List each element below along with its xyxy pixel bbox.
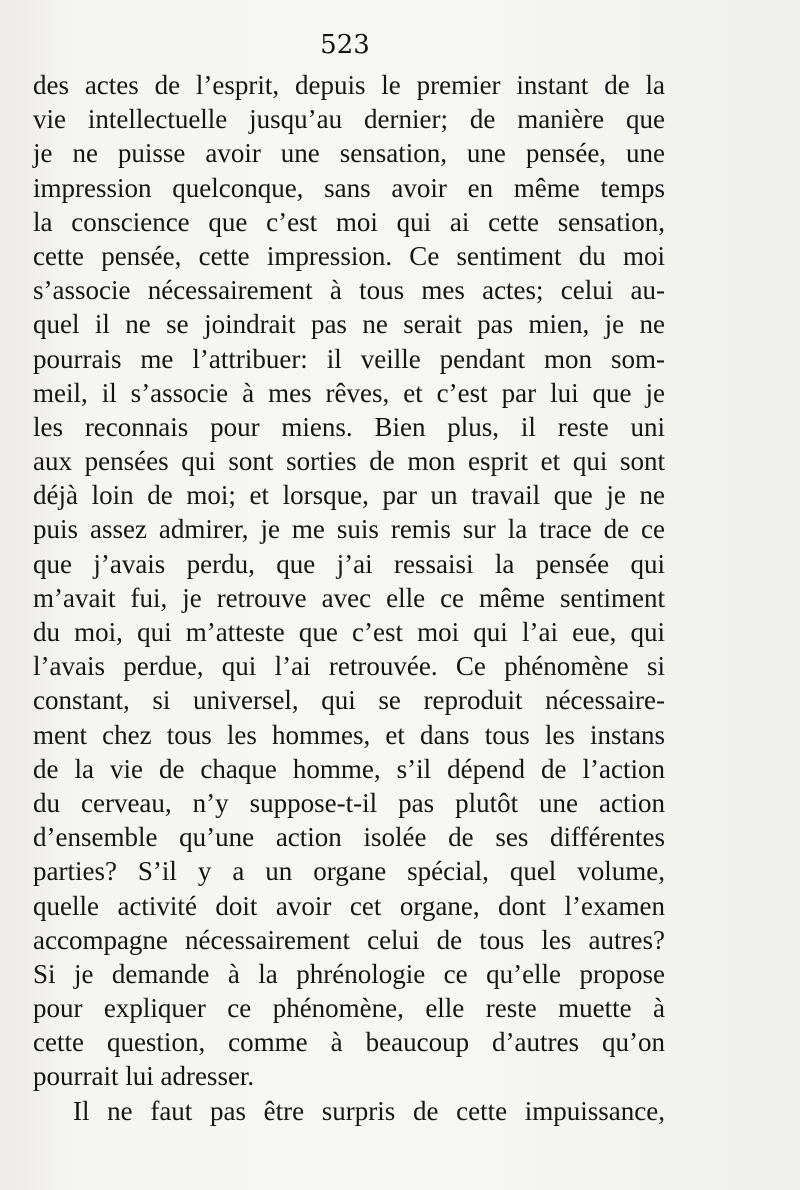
text-line: déjà loin de moi; et lorsque, par un travail que je ne bbox=[33, 480, 665, 511]
text-line: du cerveau, n’y suppose-t-il pas plutôt une action bbox=[33, 787, 665, 818]
text-line: l’avais perdue, qui l’ai retrouvée. Ce phénomène si bbox=[33, 651, 665, 682]
text-line: pourrait lui adresser. bbox=[33, 1061, 255, 1092]
text-line: pourrais me l’attribuer: il veille pendant mon som- bbox=[33, 343, 665, 374]
text-line: des actes de l’esprit, depuis le premier instant de la bbox=[33, 70, 665, 100]
paragraph-start-line: Il ne faut pas être surpris de cette impuissance, bbox=[73, 1095, 665, 1126]
text-line: meil, il s’associe à mes rêves, et c’est par lui que je bbox=[33, 377, 665, 408]
text-line: quel il ne se joindrait pas ne serait pas mien, je ne bbox=[33, 309, 665, 340]
text-line: aux pensées qui sont sorties de mon esprit et qui sont bbox=[33, 446, 665, 477]
text-line: accompagne nécessairement celui de tous les autres? bbox=[33, 924, 665, 955]
text-line: vie intellectuelle jusqu’au dernier; de manière que bbox=[33, 104, 665, 135]
text-line: Si je demande à la phrénologie ce qu’elle propose bbox=[33, 958, 665, 989]
text-line: impression quelconque, sans avoir en même temps bbox=[33, 172, 665, 203]
text-line: m’avait fui, je retrouve avec elle ce même sentiment bbox=[33, 582, 665, 613]
text-line: s’associe nécessairement à tous mes actes; celui au- bbox=[33, 275, 665, 306]
text-line: du moi, qui m’atteste que c’est moi qui l’ai eue, qui bbox=[33, 617, 665, 647]
text-line: pour expliquer ce phénomène, elle reste muette à bbox=[33, 993, 665, 1024]
text-line: d’ensemble qu’une action isolée de ses différentes bbox=[33, 822, 665, 853]
text-line: parties? S’il y a un organe spécial, quel volume, bbox=[33, 856, 665, 887]
page-number: 523 bbox=[320, 30, 370, 60]
text-line: quelle activité doit avoir cet organe, dont l’examen bbox=[33, 890, 665, 921]
page-body-text bbox=[33, 68, 665, 1128]
text-line: cette question, comme à beaucoup d’autres qu’on bbox=[33, 1027, 665, 1058]
text-line: ment chez tous les hommes, et dans tous les instans bbox=[33, 719, 665, 750]
text-line: puis assez admirer, je me suis remis sur la trace de ce bbox=[33, 514, 665, 545]
text-line: constant, si universel, qui se reproduit nécessaire- bbox=[33, 685, 665, 716]
text-line: que j’avais perdu, que j’ai ressaisi la pensée qui bbox=[33, 548, 665, 579]
text-line: la conscience que c’est moi qui ai cette sensation, bbox=[33, 206, 665, 237]
text-line: les reconnais pour miens. Bien plus, il reste uni bbox=[33, 411, 665, 442]
text-line: je ne puisse avoir une sensation, une pensée, une bbox=[33, 138, 665, 169]
text-line: de la vie de chaque homme, s’il dépend de l’action bbox=[33, 753, 665, 784]
text-line: cette pensée, cette impression. Ce sentiment du moi bbox=[33, 240, 665, 271]
